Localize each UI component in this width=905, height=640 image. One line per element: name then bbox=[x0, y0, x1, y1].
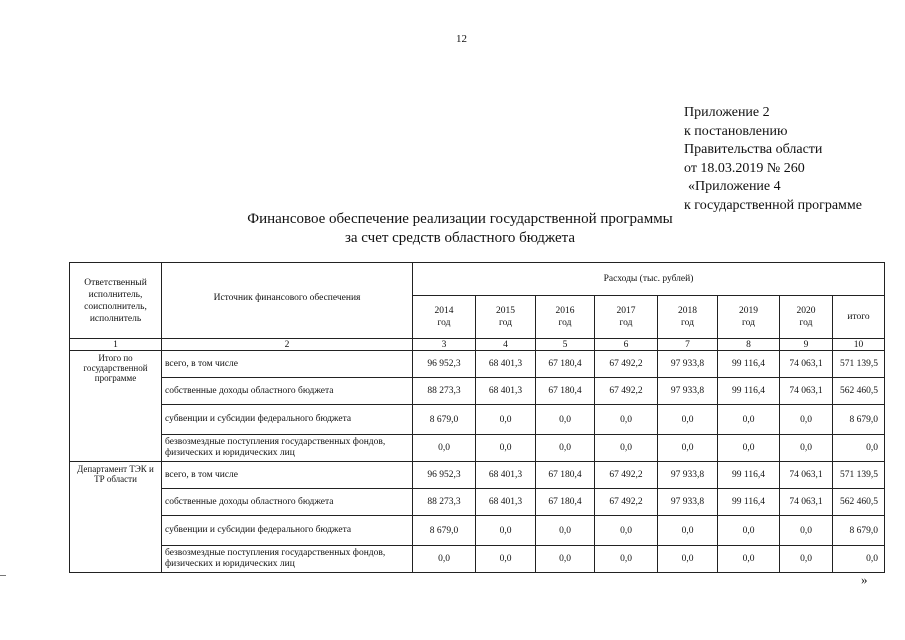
value-cell: 0,0 bbox=[780, 405, 833, 435]
value-cell: 67 180,4 bbox=[536, 489, 595, 516]
value-cell: 96 952,3 bbox=[413, 462, 476, 489]
value-cell: 0,0 bbox=[413, 546, 476, 573]
value-cell: 0,0 bbox=[718, 546, 780, 573]
value-cell: 96 952,3 bbox=[413, 351, 476, 378]
value-cell: 0,0 bbox=[658, 405, 718, 435]
value-cell: 0,0 bbox=[658, 516, 718, 546]
value-cell: 74 063,1 bbox=[780, 462, 833, 489]
value-cell: 97 933,8 bbox=[658, 378, 718, 405]
appendix-line: к государственной программе bbox=[684, 197, 862, 213]
table-row bbox=[70, 462, 885, 489]
column-number: 4 bbox=[476, 339, 536, 351]
value-cell: 0,0 bbox=[718, 516, 780, 546]
header-year-value: 2019 bbox=[739, 306, 758, 316]
column-number: 8 bbox=[718, 339, 780, 351]
value-cell: 0,0 bbox=[536, 435, 595, 462]
source-cell: собственные доходы областного бюджета bbox=[162, 489, 413, 516]
header-year-unit: год bbox=[558, 318, 572, 328]
table-row bbox=[70, 516, 885, 546]
total-cell: 571 139,5 bbox=[833, 351, 885, 378]
value-cell: 0,0 bbox=[718, 435, 780, 462]
table-row bbox=[70, 405, 885, 435]
value-cell: 0,0 bbox=[476, 435, 536, 462]
total-cell: 571 139,5 bbox=[833, 462, 885, 489]
table-body bbox=[70, 351, 885, 573]
closing-quote: » bbox=[861, 572, 868, 587]
appendix-line: «Приложение 4 bbox=[688, 179, 781, 194]
value-cell: 0,0 bbox=[718, 405, 780, 435]
header-year bbox=[595, 296, 658, 339]
source-cell: безвозмездные поступления государственных фондов, физических и юридических лиц bbox=[162, 435, 413, 462]
value-cell: 0,0 bbox=[658, 546, 718, 573]
value-cell: 99 116,4 bbox=[718, 489, 780, 516]
document-title: Финансовое обеспечение реализации государственной программы bbox=[247, 211, 673, 227]
header-total: итого bbox=[833, 296, 885, 339]
value-cell: 88 273,3 bbox=[413, 378, 476, 405]
value-cell: 67 492,2 bbox=[595, 351, 658, 378]
value-cell: 67 492,2 bbox=[595, 489, 658, 516]
column-number: 1 bbox=[70, 339, 162, 351]
document-subtitle: за счет средств областного бюджета bbox=[344, 230, 576, 246]
table-row bbox=[70, 546, 885, 573]
header-year-value: 2018 bbox=[678, 306, 697, 316]
executor-cell: Департамент ТЭК и ТР области bbox=[70, 462, 162, 573]
financing-table bbox=[69, 262, 885, 573]
value-cell: 68 401,3 bbox=[476, 351, 536, 378]
header-expenses: Расходы (тыс. рублей) bbox=[413, 263, 885, 296]
page-number: 12 bbox=[456, 33, 467, 45]
value-cell: 97 933,8 bbox=[658, 489, 718, 516]
value-cell: 97 933,8 bbox=[658, 462, 718, 489]
value-cell: 8 679,0 bbox=[413, 516, 476, 546]
header-year bbox=[413, 296, 476, 339]
header-year-value: 2015 bbox=[496, 306, 515, 316]
table-row bbox=[70, 378, 885, 405]
value-cell: 74 063,1 bbox=[780, 378, 833, 405]
value-cell: 0,0 bbox=[658, 435, 718, 462]
column-number: 6 bbox=[595, 339, 658, 351]
value-cell: 0,0 bbox=[780, 435, 833, 462]
column-number: 9 bbox=[780, 339, 833, 351]
source-cell: всего, в том числе bbox=[162, 462, 413, 489]
value-cell: 74 063,1 bbox=[780, 489, 833, 516]
table-row bbox=[70, 351, 885, 378]
value-cell: 0,0 bbox=[476, 405, 536, 435]
source-cell: субвенции и субсидии федерального бюджета bbox=[162, 516, 413, 546]
header-year-value: 2017 bbox=[616, 306, 636, 316]
value-cell: 67 492,2 bbox=[595, 462, 658, 489]
source-cell: собственные доходы областного бюджета bbox=[162, 378, 413, 405]
value-cell: 0,0 bbox=[536, 546, 595, 573]
appendix-line: Приложение 2 bbox=[684, 105, 770, 120]
header-year-unit: год bbox=[799, 318, 813, 328]
header-year-unit: год bbox=[437, 318, 451, 328]
value-cell: 67 180,4 bbox=[536, 378, 595, 405]
total-cell: 562 460,5 bbox=[833, 489, 885, 516]
header-year bbox=[780, 296, 833, 339]
value-cell: 0,0 bbox=[413, 435, 476, 462]
total-cell: 8 679,0 bbox=[833, 516, 885, 546]
column-number: 10 bbox=[833, 339, 885, 351]
value-cell: 0,0 bbox=[595, 516, 658, 546]
value-cell: 0,0 bbox=[595, 435, 658, 462]
column-numbers-row bbox=[70, 339, 885, 351]
appendix-line: Правительства области bbox=[684, 142, 823, 157]
value-cell: 0,0 bbox=[476, 546, 536, 573]
header-year-unit: год bbox=[619, 318, 633, 328]
value-cell: 68 401,3 bbox=[476, 462, 536, 489]
header-year-value: 2014 bbox=[434, 306, 454, 316]
value-cell: 0,0 bbox=[595, 405, 658, 435]
column-number: 5 bbox=[536, 339, 595, 351]
scan-edge-mark bbox=[0, 575, 6, 576]
header-year-unit: год bbox=[499, 318, 512, 328]
value-cell: 97 933,8 bbox=[658, 351, 718, 378]
value-cell: 99 116,4 bbox=[718, 462, 780, 489]
header-year-value: 2020 bbox=[796, 306, 816, 316]
source-cell: безвозмездные поступления государственных фондов, физических и юридических лиц bbox=[162, 546, 413, 573]
header-year-value: 2016 bbox=[555, 306, 575, 316]
total-cell: 0,0 bbox=[833, 435, 885, 462]
header-year bbox=[658, 296, 718, 339]
header-executor: Ответственный исполнитель, соисполнитель, исполнитель bbox=[70, 263, 162, 339]
value-cell: 67 180,4 bbox=[536, 351, 595, 378]
value-cell: 0,0 bbox=[536, 516, 595, 546]
value-cell: 99 116,4 bbox=[718, 351, 780, 378]
value-cell: 68 401,3 bbox=[476, 378, 536, 405]
value-cell: 0,0 bbox=[780, 516, 833, 546]
value-cell: 8 679,0 bbox=[413, 405, 476, 435]
appendix-line: к постановлению bbox=[684, 123, 788, 139]
value-cell: 99 116,4 bbox=[718, 378, 780, 405]
column-number: 3 bbox=[413, 339, 476, 351]
value-cell: 0,0 bbox=[595, 546, 658, 573]
total-cell: 8 679,0 bbox=[833, 405, 885, 435]
header-source: Источник финансового обеспечения bbox=[162, 263, 413, 339]
value-cell: 67 492,2 bbox=[595, 378, 658, 405]
appendix-line: от 18.03.2019 № 260 bbox=[684, 160, 805, 176]
total-cell: 0,0 bbox=[833, 546, 885, 573]
value-cell: 68 401,3 bbox=[476, 489, 536, 516]
header-year bbox=[476, 296, 536, 339]
executor-cell: Итого по государственной программе bbox=[70, 351, 162, 462]
value-cell: 67 180,4 bbox=[536, 462, 595, 489]
table-row bbox=[70, 435, 885, 462]
header-year bbox=[536, 296, 595, 339]
header-year-unit: год bbox=[681, 318, 694, 328]
source-cell: всего, в том числе bbox=[162, 351, 413, 378]
value-cell: 0,0 bbox=[476, 516, 536, 546]
value-cell: 88 273,3 bbox=[413, 489, 476, 516]
value-cell: 74 063,1 bbox=[780, 351, 833, 378]
header-year-unit: год bbox=[742, 318, 755, 328]
appendix-header bbox=[684, 104, 862, 215]
table-row bbox=[70, 489, 885, 516]
total-cell: 562 460,5 bbox=[833, 378, 885, 405]
column-number: 2 bbox=[162, 339, 413, 351]
header-year bbox=[718, 296, 780, 339]
value-cell: 0,0 bbox=[780, 546, 833, 573]
column-number: 7 bbox=[658, 339, 718, 351]
source-cell: субвенции и субсидии федерального бюджета bbox=[162, 405, 413, 435]
value-cell: 0,0 bbox=[536, 405, 595, 435]
